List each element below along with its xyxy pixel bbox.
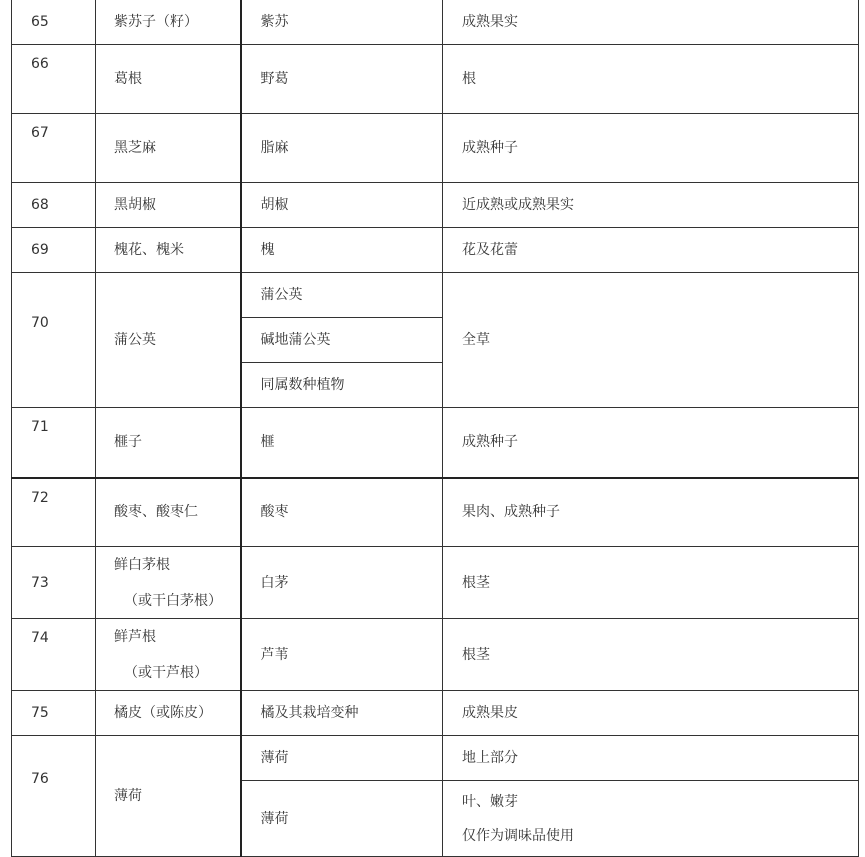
plant-source: 蒲公英 — [241, 273, 443, 318]
row-number: 69 — [12, 228, 96, 273]
used-part: 成熟种子 — [443, 114, 859, 183]
herb-name: 蒲公英 — [96, 273, 241, 408]
table-row — [12, 183, 859, 228]
used-part-cell — [443, 781, 859, 857]
plant-source: 碱地蒲公英 — [241, 318, 443, 363]
used-part-note: 仅作为调味品使用 — [462, 827, 574, 844]
table-row — [12, 547, 859, 619]
herb-name: 葛根 — [96, 45, 241, 114]
herb-name-cell — [96, 547, 241, 619]
used-part: 叶、嫩芽 — [462, 793, 518, 810]
row-number: 67 — [12, 114, 96, 183]
row-number: 75 — [12, 691, 96, 736]
table-row — [12, 619, 859, 691]
row-number: 68 — [12, 183, 96, 228]
used-part: 成熟果皮 — [443, 691, 859, 736]
plant-source: 槐 — [241, 228, 443, 273]
table-row — [12, 228, 859, 273]
herb-name-note: （或干白茅根） — [124, 592, 222, 609]
plant-source: 薄荷 — [241, 736, 443, 781]
herb-table — [11, 0, 859, 857]
row-number: 76 — [12, 736, 96, 857]
plant-source: 同属数种植物 — [241, 363, 443, 408]
plant-source: 脂麻 — [241, 114, 443, 183]
herb-name: 榧子 — [96, 408, 241, 478]
plant-source: 酸枣 — [241, 478, 443, 547]
table-row — [12, 478, 859, 547]
used-part: 根茎 — [443, 619, 859, 691]
used-part: 根 — [443, 45, 859, 114]
table-row — [12, 45, 859, 114]
used-part: 根茎 — [443, 547, 859, 619]
herb-name: 紫苏子（籽） — [96, 0, 241, 45]
used-part: 近成熟或成熟果实 — [443, 183, 859, 228]
table-row — [12, 0, 859, 45]
herb-name-cell — [96, 619, 241, 691]
herb-name: 黑胡椒 — [96, 183, 241, 228]
table-row — [12, 273, 859, 318]
plant-source: 芦苇 — [241, 619, 443, 691]
herb-name: 橘皮（或陈皮） — [96, 691, 241, 736]
plant-source: 榧 — [241, 408, 443, 478]
row-number: 70 — [12, 273, 96, 408]
table-row — [12, 114, 859, 183]
used-part: 成熟种子 — [443, 408, 859, 478]
used-part: 地上部分 — [443, 736, 859, 781]
used-part: 成熟果实 — [443, 0, 859, 45]
herb-name: 酸枣、酸枣仁 — [96, 478, 241, 547]
used-part: 果肉、成熟种子 — [443, 478, 859, 547]
row-number: 65 — [12, 0, 96, 45]
herb-name: 鲜白茅根 — [114, 556, 170, 573]
row-number: 66 — [12, 45, 96, 114]
row-number: 72 — [12, 478, 96, 547]
plant-source: 胡椒 — [241, 183, 443, 228]
plant-source: 薄荷 — [241, 781, 443, 857]
herb-name: 黑芝麻 — [96, 114, 241, 183]
plant-source: 紫苏 — [241, 0, 443, 45]
table-row — [12, 736, 859, 781]
plant-source: 橘及其栽培变种 — [241, 691, 443, 736]
row-number: 73 — [12, 547, 96, 619]
table-row — [12, 408, 859, 478]
herb-name: 鲜芦根 — [114, 628, 156, 645]
row-number: 74 — [12, 619, 96, 691]
herb-name: 槐花、槐米 — [96, 228, 241, 273]
herb-name: 薄荷 — [96, 736, 241, 857]
herb-name-note: （或干芦根） — [124, 664, 208, 681]
row-number: 71 — [12, 408, 96, 478]
used-part: 全草 — [443, 273, 859, 408]
plant-source: 野葛 — [241, 45, 443, 114]
plant-source: 白茅 — [241, 547, 443, 619]
table-row — [12, 691, 859, 736]
used-part: 花及花蕾 — [443, 228, 859, 273]
